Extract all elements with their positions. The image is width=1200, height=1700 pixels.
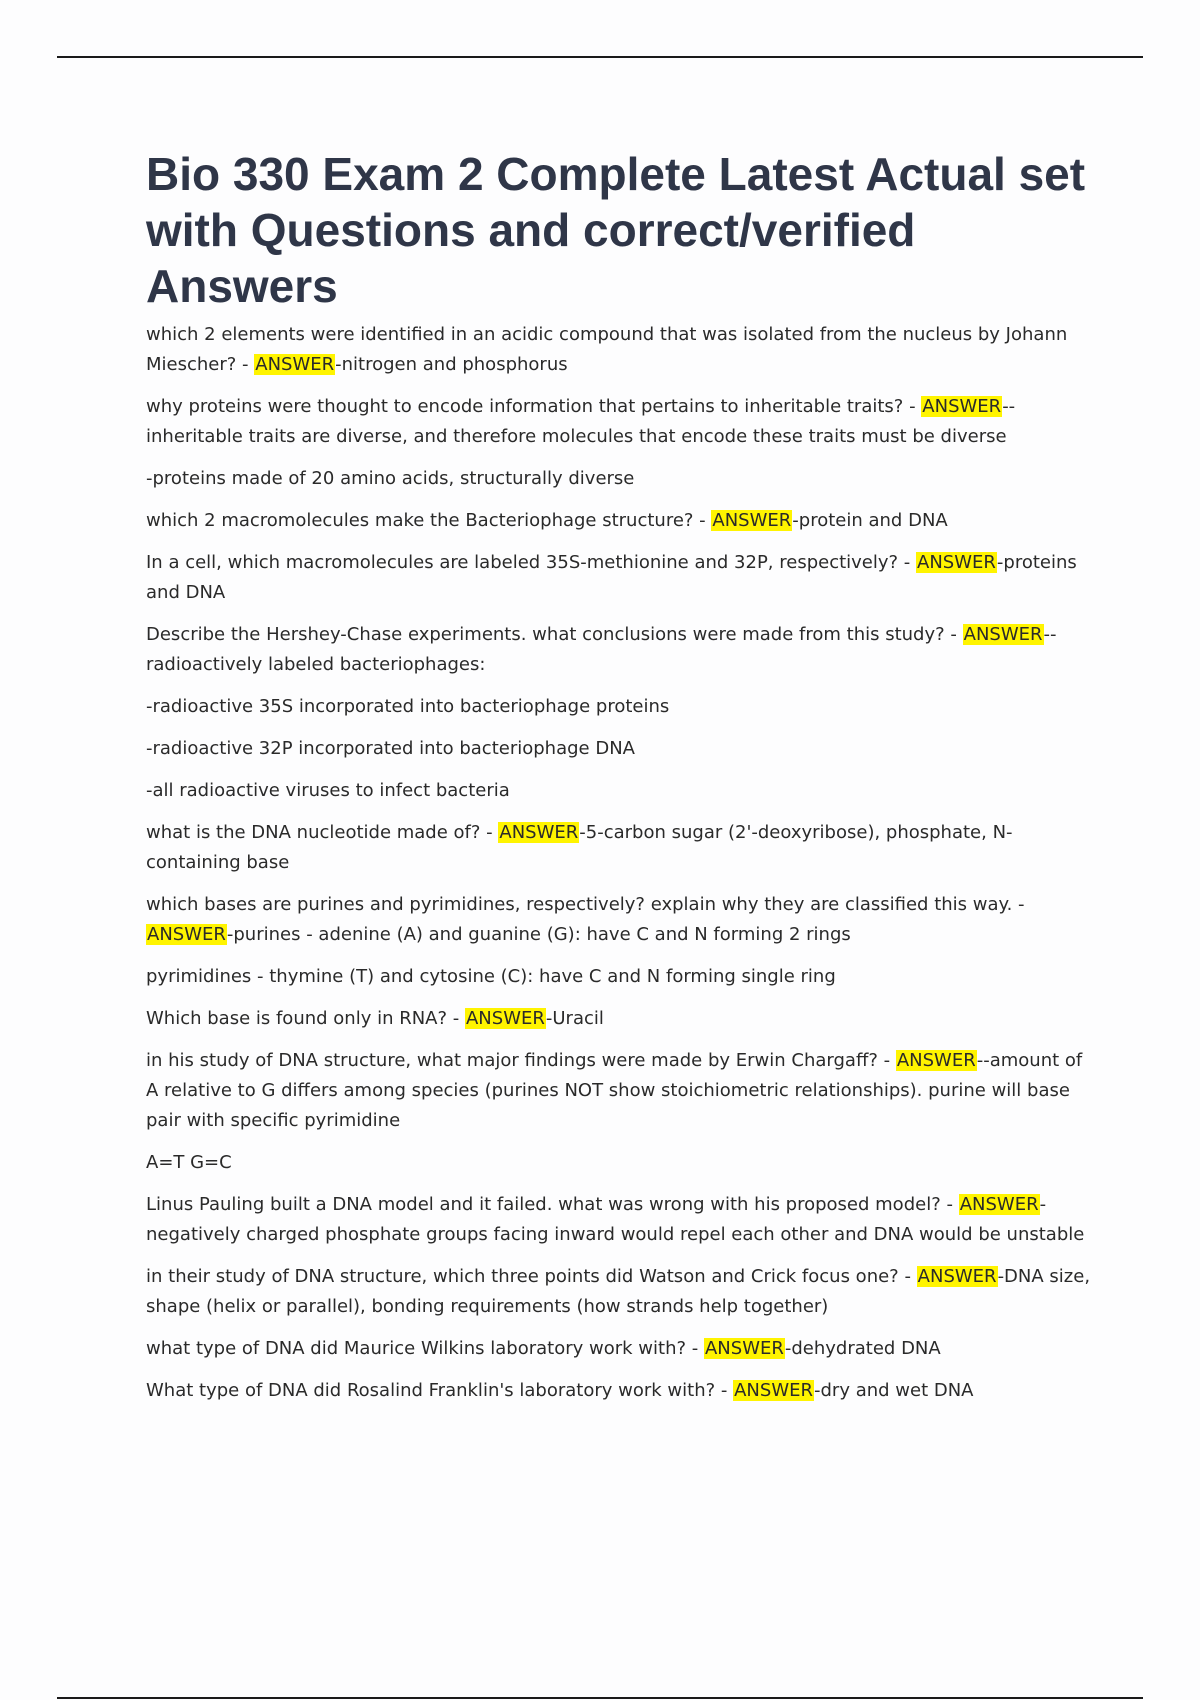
qa-list [146,320,1091,1406]
answer-text: -negatively charged phosphate groups facing inward would repel each other and DNA would be unstable [146,1194,1085,1245]
answer-text: -dehydrated DNA [784,1338,941,1359]
question-text: Describe the Hershey-Chase experiments. what conclusions were made from this study? - [146,624,963,645]
answer-text: -dry and wet DNA [814,1380,974,1401]
qa-item [146,1190,1091,1250]
top-divider [57,56,1143,58]
answer-text: -5-carbon sugar (2'-deoxyribose), phosphate, N-containing base [146,822,1013,873]
answer-tag-highlight: ANSWER [963,624,1043,645]
answer-tag-highlight: ANSWER [959,1194,1039,1215]
qa-item [146,1046,1091,1136]
qa-item [146,1262,1091,1322]
qa-item [146,320,1091,380]
answer-text: -purines - adenine (A) and guanine (G): have C and N forming 2 rings [226,924,851,945]
qa-item [146,1376,1091,1406]
answer-tag-highlight: ANSWER [734,1380,813,1401]
note-paragraph: pyrimidines - thymine (T) and cytosine (C): have C and N forming single ring [146,966,836,987]
question-text: What type of DNA did Rosalind Franklin's laboratory work with? - [146,1380,734,1401]
question-text: Which base is found only in RNA? - [146,1008,465,1029]
answer-text: --radioactively labeled bacteriophages: [146,624,1057,675]
answer-tag-highlight: ANSWER [255,354,335,375]
answer-tag-highlight: ANSWER [917,1266,997,1287]
answer-tag-highlight: ANSWER [465,1008,545,1029]
note-paragraph: -proteins made of 20 amino acids, structurally diverse [146,468,635,489]
note-paragraph: -radioactive 32P incorporated into bacteriophage DNA [146,738,635,759]
answer-tag-highlight: ANSWER [922,396,1002,417]
question-text: what type of DNA did Maurice Wilkins laboratory work with? - [146,1338,704,1359]
answer-tag-highlight: ANSWER [712,510,792,531]
bottom-divider [57,1697,1143,1699]
answer-tag-highlight: ANSWER [704,1338,784,1359]
qa-item [146,548,1091,608]
qa-item [146,1004,1091,1034]
answer-text: -protein and DNA [792,510,948,531]
question-text: in his study of DNA structure, what major findings were made by Erwin Chargaff? - [146,1050,896,1071]
question-text: what is the DNA nucleotide made of? - [146,822,499,843]
document-title: Bio 330 Exam 2 Complete Latest Actual set with Questions and correct/verified Answers [146,148,1086,312]
answer-tag-highlight: ANSWER [147,924,226,945]
qa-item [146,392,1091,452]
question-text: Linus Pauling built a DNA model and it failed. what was wrong with his proposed model? - [146,1194,959,1215]
qa-item [146,1334,1091,1364]
answer-tag-highlight: ANSWER [499,822,579,843]
question-text: In a cell, which macromolecules are labeled 35S-methionine and 32P, respectively? - [146,552,917,573]
qa-item [146,890,1091,950]
note-paragraph: -radioactive 35S incorporated into bacteriophage proteins [146,696,670,717]
answer-text: -Uracil [545,1008,604,1029]
answer-tag-highlight: ANSWER [917,552,996,573]
question-text: which bases are purines and pyrimidines, respectively? explain why they are classified this way. - [146,894,1025,915]
question-text: which 2 elements were identified in an acidic compound that was isolated from the nucleus by Johann Miescher? - [146,324,1068,375]
answer-text: --inheritable traits are diverse, and therefore molecules that encode these traits must be diverse [146,396,1016,447]
answer-text: --amount of A relative to G differs among species (purines NOT show stoichiometric relationships). purine will base pair with specific pyrimidine [146,1050,1083,1131]
answer-text: -nitrogen and phosphorus [335,354,568,375]
qa-item [146,506,1091,536]
answer-tag-highlight: ANSWER [896,1050,976,1071]
question-text: in their study of DNA structure, which three points did Watson and Crick focus one? - [146,1266,917,1287]
document-body [146,146,1091,1418]
note-paragraph: A=T G=C [146,1152,232,1173]
qa-item [146,620,1091,680]
note-paragraph: -all radioactive viruses to infect bacteria [146,780,510,801]
answer-text: -DNA size, shape (helix or parallel), bonding requirements (how strands help together) [146,1266,1091,1317]
question-text: which 2 macromolecules make the Bacteriophage structure? - [146,510,712,531]
qa-item [146,818,1091,878]
question-text: why proteins were thought to encode information that pertains to inheritable traits? - [146,396,922,417]
answer-text: -proteins and DNA [146,552,1077,603]
